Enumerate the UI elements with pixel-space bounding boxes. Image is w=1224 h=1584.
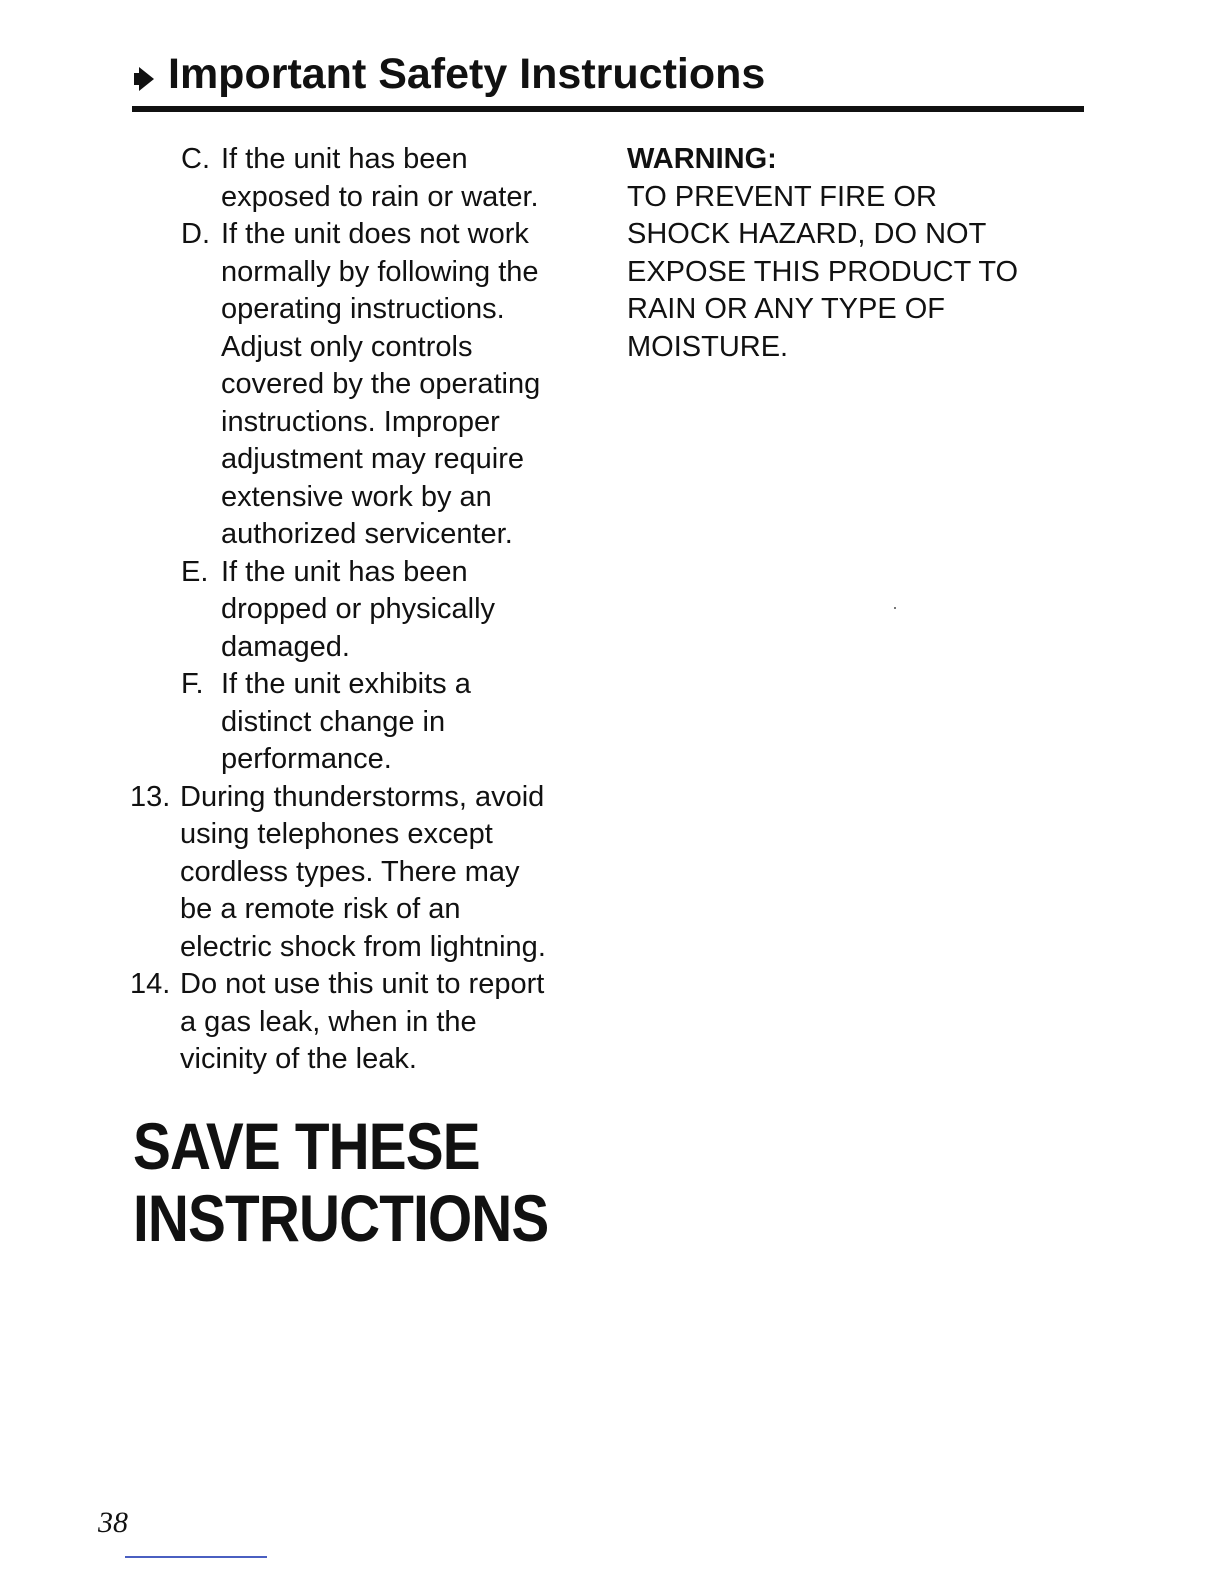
- list-item: [130, 216, 610, 554]
- header-divider: [132, 106, 1084, 112]
- warning-text-line: TO PREVENT FIRE OR: [627, 180, 937, 213]
- footer-divider: [125, 1556, 267, 1558]
- warning-text-line: RAIN OR ANY TYPE OF: [627, 293, 946, 325]
- save-heading-line: INSTRUCTIONS: [133, 1181, 549, 1255]
- list-item: [130, 141, 610, 216]
- page-header: [132, 46, 1084, 114]
- page-title: Important Safety Instructions: [168, 50, 766, 98]
- list-text-line: If the unit does not work: [221, 218, 529, 250]
- list-item: [130, 966, 610, 1079]
- list-text-line: performance.: [221, 743, 392, 775]
- list-marker: 14.: [130, 968, 171, 1000]
- arrow-bullet-icon: [132, 64, 156, 94]
- save-heading-line: SAVE THESE: [133, 1109, 480, 1183]
- list-text-line: distinct change in: [221, 705, 446, 738]
- list-text-line: extensive work by an: [221, 480, 492, 513]
- warning-box: [627, 141, 1097, 366]
- print-speck: [894, 607, 896, 609]
- list-text-line: dropped or physically: [221, 593, 496, 625]
- list-text-line: be a remote risk of an: [180, 893, 461, 925]
- list-text-line: Do not use this unit to report: [180, 968, 545, 1000]
- warning-text-line: MOISTURE.: [627, 330, 789, 363]
- list-text-line: a gas leak, when in the: [180, 1005, 477, 1038]
- list-marker: C.: [181, 143, 210, 175]
- list-text-line: adjustment may require: [221, 443, 525, 475]
- list-item: [130, 779, 610, 967]
- list-text-line: using telephones except: [180, 818, 493, 850]
- list-text-line: During thunderstorms, avoid: [180, 780, 545, 813]
- list-text-line: electric shock from lightning.: [180, 930, 546, 963]
- list-text-line: exposed to rain or water.: [221, 180, 539, 213]
- list-marker: F.: [181, 668, 204, 700]
- list-item: [130, 666, 610, 779]
- list-text-line: damaged.: [221, 630, 350, 663]
- page-number: 38: [98, 1506, 128, 1539]
- list-item: [130, 554, 610, 667]
- list-text-line: covered by the operating: [221, 368, 541, 400]
- list-text-line: normally by following the: [221, 255, 539, 288]
- list-text-line: If the unit exhibits a: [221, 668, 471, 700]
- warning-title: WARNING:: [627, 143, 777, 175]
- list-text-line: Adjust only controls: [221, 330, 473, 363]
- list-text-line: cordless types. There may: [180, 855, 520, 888]
- list-marker: E.: [181, 555, 209, 588]
- save-instructions-heading: [133, 1110, 735, 1254]
- list-text-line: If the unit has been: [221, 555, 468, 588]
- list-text-line: vicinity of the leak.: [180, 1043, 417, 1075]
- safety-list: [130, 141, 610, 1079]
- list-text-line: operating instructions.: [221, 293, 505, 325]
- warning-text-line: EXPOSE THIS PRODUCT TO: [627, 255, 1019, 288]
- list-text-line: If the unit has been: [221, 143, 468, 175]
- list-marker: D.: [181, 218, 210, 250]
- list-marker: 13.: [130, 780, 171, 813]
- list-text-line: instructions. Improper: [221, 405, 500, 438]
- warning-text-line: SHOCK HAZARD, DO NOT: [627, 218, 987, 250]
- list-text-line: authorized servicenter.: [221, 518, 513, 550]
